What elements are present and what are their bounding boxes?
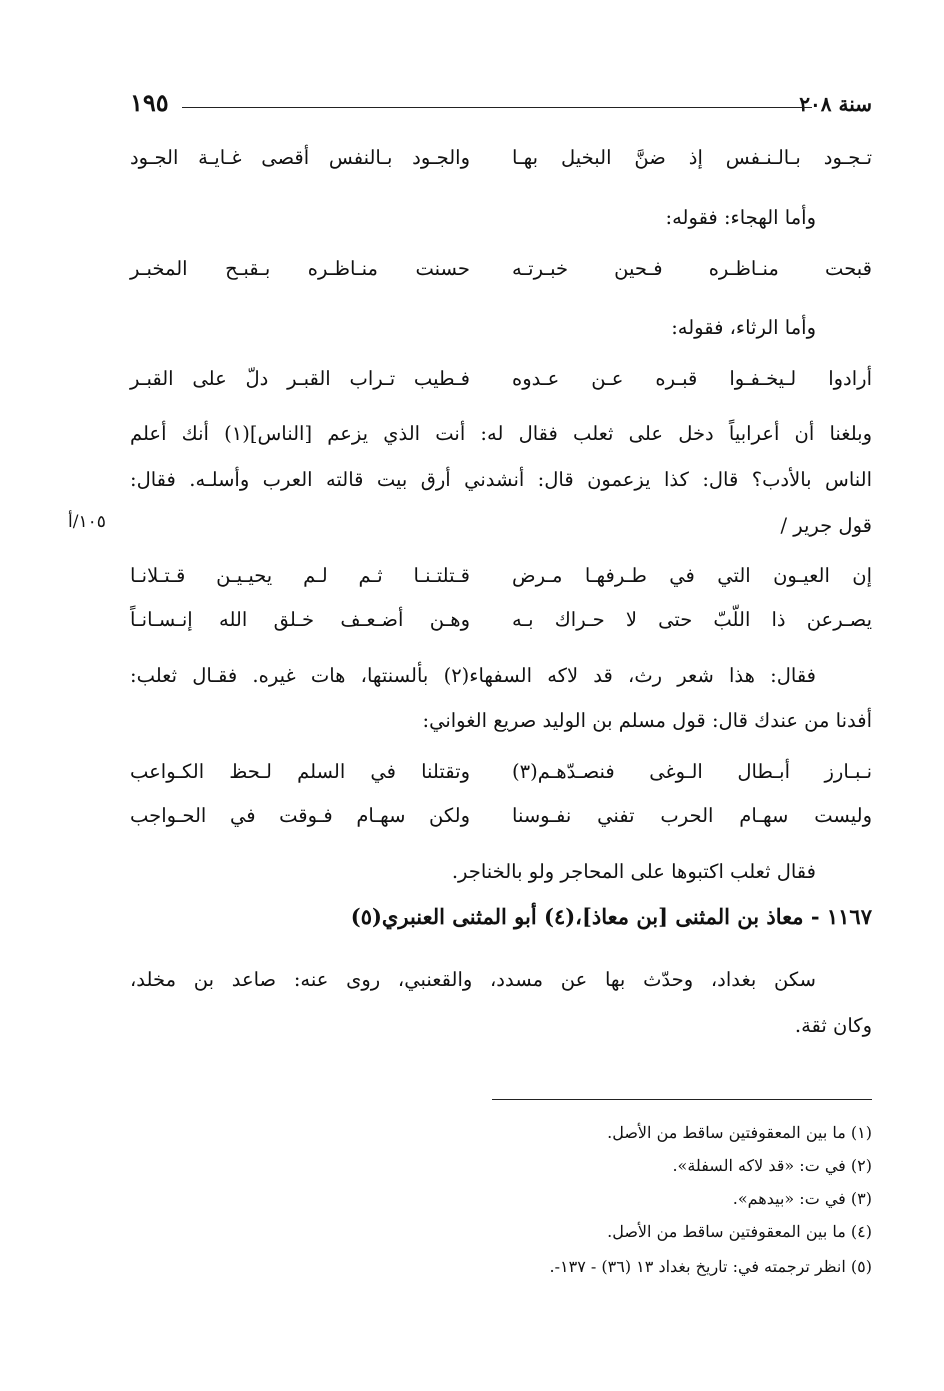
verse-4-first-hemistich: إن العيـون التي في طـرفهـا مـرض (512, 564, 872, 587)
paragraph-4-line-1: سكن بغداد، وحدّث بها عن مسدد، والقعنبي، روى عنه: صاعد بن مخلد، (130, 968, 816, 991)
running-header-year: سنة ٢٠٨ (799, 92, 872, 116)
paragraph-1-line-2: الناس بالأدب؟ قال: كذا يزعمون قال: أنشدني أرق بيت قالته العرب وأسلـه. فقال: (130, 468, 872, 491)
paragraph-3: فقال ثعلب اكتبوها على المحاجر ولو بالخناجر. (451, 860, 816, 883)
paragraph-4-line-2: وكان ثقة. (794, 1014, 872, 1037)
verse-1-first-hemistich: تـجـود بـالـنـفس إذ ضنَّ البخيل بهـا (512, 146, 872, 169)
page-number: ١٩٥ (130, 88, 169, 117)
verse-4-second-hemistich: قـتلتـنـا ثـم لـم يحيـيـن قـتـلانـا (130, 564, 470, 587)
verse-6-second-hemistich: وتقتلنا في السلم لـحظ الكـواعب (130, 760, 470, 783)
paragraph-1-line-3: قول جرير / (780, 514, 872, 537)
verse-5-second-hemistich: وهـن أضـعـف خـلق الله إنـسـانـاً (130, 608, 470, 631)
verse-3-second-hemistich: فـطيب تـراب القبـر دلّ على القبـر (130, 367, 470, 390)
footnote-5: (٥) انظر ترجمته في: تاريخ بغداد ١٣ (٣٦) - ١٣٧-. (549, 1257, 872, 1276)
footnote-4: (٤) ما بين المعقوفتين ساقط من الأصل. (607, 1222, 872, 1241)
footnote-3: (٣) في ت: «بيدهم». (732, 1189, 872, 1208)
verse-5-first-hemistich: يصـرعن ذا اللّبّ حتى لا حـراك بـه (512, 608, 872, 631)
paragraph-2-line-1: فقال: هذا شعر رث، قد لاكه السفهاء(٢) بألسنتها، هات غيره. فقـال ثعلب: (130, 664, 817, 687)
footnote-rule (492, 1099, 872, 1100)
entry-heading: ١١٦٧ - معاذ بن المثنى [بن معاذ]،(٤) أبو المثنى العنبري(٥) (350, 904, 872, 929)
footnote-1: (١) ما بين المعقوفتين ساقط من الأصل. (607, 1123, 872, 1142)
verse-1-second-hemistich: والجـود بـالنفس أقصى غـايـة الجـود (130, 146, 470, 169)
paragraph-2-line-2: أفدنا من عندك قال: قول مسلم بن الوليد صريع الغواني: (422, 709, 872, 732)
paragraph-1-line-1: وبلغنا أن أعرابياً دخل على ثعلب فقال له: أنت الذي يزعم [الناس](١) أنك أعلم (130, 422, 872, 445)
verse-7-first-hemistich: وليست سهـام الحرب تفني نفـوسنا (512, 804, 872, 827)
verse-2-first-hemistich: قبحت منـاظـره فـحين خبـرتـه (512, 257, 872, 280)
footnote-2: (٢) في ت: «قد لاكه السفلة». (672, 1156, 872, 1175)
verse-3-first-hemistich: أرادوا لـيخـفـوا قبـره عـن عـدوه (512, 367, 872, 390)
verse-7-second-hemistich: ولكن سهـام فـوقت في الحـواجب (130, 804, 470, 827)
verse-2-second-hemistich: حسنت منـاظـره بـقبـح المخبـر (130, 257, 470, 280)
manuscript-folio-note: ١٠٥/أ (68, 512, 106, 532)
header-rule (182, 107, 812, 108)
paragraph-hija: وأما الهجاء: فقوله: (665, 206, 816, 229)
paragraph-ritha: وأما الرثاء، فقوله: (671, 316, 816, 339)
verse-6-first-hemistich: نـبـارز أبـطال الـوغى فنصـدّهـم(٣) (512, 760, 872, 783)
